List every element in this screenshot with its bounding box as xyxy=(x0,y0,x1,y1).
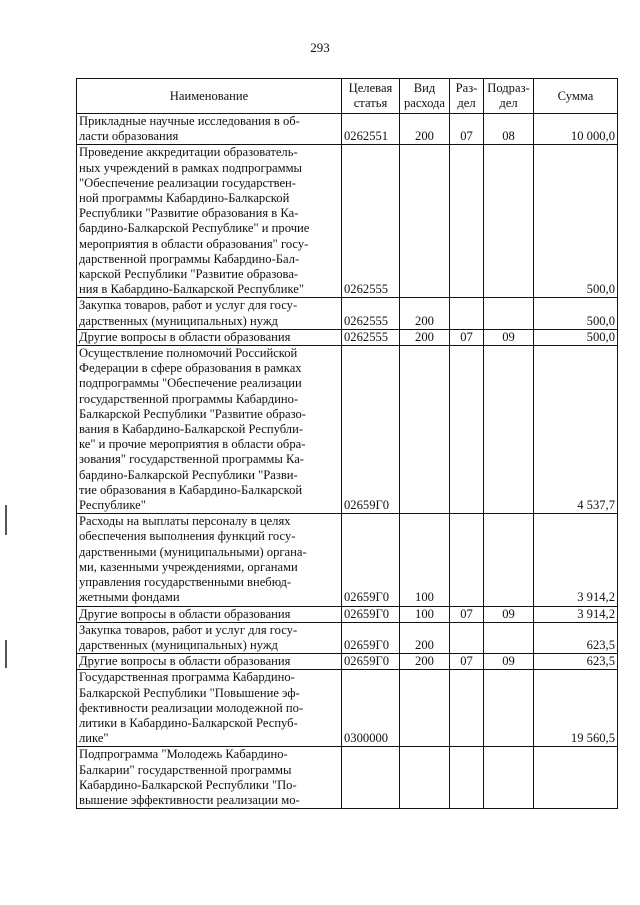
row-vid: 100 xyxy=(400,514,450,606)
row-name xyxy=(77,622,342,653)
row-podrazdel xyxy=(484,514,534,606)
row-vid: 200 xyxy=(400,298,450,329)
row-name-line: Закупка товаров, работ и услуг для госу- xyxy=(79,298,298,313)
table-row xyxy=(77,514,618,606)
row-name-line: Осуществление полномочий Российской xyxy=(79,346,298,361)
row-sum: 3 914,2 xyxy=(534,606,618,622)
row-sum: 4 537,7 xyxy=(534,346,618,514)
row-name-line: Другие вопросы в области образования xyxy=(79,654,291,669)
row-name-line: "Обеспечение реализации государствен- xyxy=(79,175,296,190)
row-podrazdel: 09 xyxy=(484,654,534,670)
row-razdel xyxy=(450,298,484,329)
row-sum: 500,0 xyxy=(534,145,618,298)
row-vid: 200 xyxy=(400,622,450,653)
row-name-line: зования" государственной программы Ка- xyxy=(79,452,304,467)
row-name-line: ласти образования xyxy=(79,129,179,144)
row-sum: 10 000,0 xyxy=(534,114,618,145)
row-vid xyxy=(400,747,450,809)
row-target: 02659Г0 xyxy=(342,606,400,622)
row-podrazdel xyxy=(484,670,534,747)
row-name-line: лике" xyxy=(79,731,109,746)
header-name: Наименование xyxy=(77,79,342,114)
row-name-line: ке" и прочие мероприятия в области обра- xyxy=(79,437,306,452)
row-sum: 500,0 xyxy=(534,329,618,345)
row-name xyxy=(77,145,342,298)
table-row xyxy=(77,747,618,809)
row-name-line: вания в Кабардино-Балкарской Республи- xyxy=(79,422,304,437)
row-name-line: управления государственными внебюд- xyxy=(79,575,292,590)
row-name-line: Кабардино-Балкарской Республики "По- xyxy=(79,777,297,792)
row-sum: 3 914,2 xyxy=(534,514,618,606)
row-target xyxy=(342,747,400,809)
page-number: 293 xyxy=(310,40,330,55)
row-sum: 500,0 xyxy=(534,298,618,329)
row-podrazdel xyxy=(484,145,534,298)
row-vid: 200 xyxy=(400,114,450,145)
table-row xyxy=(77,654,618,670)
row-sum: 623,5 xyxy=(534,622,618,653)
row-vid xyxy=(400,346,450,514)
row-name-line: ми, казенными учреждениями, органами xyxy=(79,559,298,574)
row-name xyxy=(77,298,342,329)
table-header-row xyxy=(77,79,618,114)
row-name-line: Закупка товаров, работ и услуг для госу- xyxy=(79,622,298,637)
row-name-line: ной программы Кабардино-Балкарской xyxy=(79,191,290,206)
row-name-line: литики в Кабардино-Балкарской Респуб- xyxy=(79,715,298,730)
row-name-line: Другие вопросы в области образования xyxy=(79,329,291,344)
row-target: 0262555 xyxy=(342,329,400,345)
row-target: 02659Г0 xyxy=(342,514,400,606)
row-name xyxy=(77,514,342,606)
row-name xyxy=(77,670,342,747)
scan-edge-mark xyxy=(5,640,7,668)
header-razdel: Раз- дел xyxy=(450,79,484,114)
row-name xyxy=(77,747,342,809)
row-target: 0262555 xyxy=(342,298,400,329)
row-name-line: дарственной программы Кабардино-Бал- xyxy=(79,251,300,266)
row-sum: 19 560,5 xyxy=(534,670,618,747)
table-row xyxy=(77,114,618,145)
table-row xyxy=(77,670,618,747)
row-razdel xyxy=(450,622,484,653)
row-name-line: Балкарии" государственной программы xyxy=(79,762,292,777)
row-name-line: мероприятия в области образования" госу- xyxy=(79,236,309,251)
row-name-line: подпрограммы "Обеспечение реализации xyxy=(79,376,302,391)
row-sum xyxy=(534,747,618,809)
row-razdel xyxy=(450,346,484,514)
row-podrazdel xyxy=(484,346,534,514)
row-vid xyxy=(400,145,450,298)
row-name xyxy=(77,606,342,622)
row-target: 02659Г0 xyxy=(342,346,400,514)
row-target: 02659Г0 xyxy=(342,622,400,653)
row-razdel: 07 xyxy=(450,329,484,345)
row-name-line: дарственными (муниципальными) органа- xyxy=(79,544,307,559)
header-podrazdel: Подраз- дел xyxy=(484,79,534,114)
row-podrazdel xyxy=(484,622,534,653)
row-razdel: 07 xyxy=(450,114,484,145)
header-sum: Сумма xyxy=(534,79,618,114)
row-name-line: бардино-Балкарской Республике" и прочие xyxy=(79,221,310,236)
table-row xyxy=(77,622,618,653)
row-name-line: Проведение аккредитации образователь- xyxy=(79,145,298,160)
row-target: 0262555 xyxy=(342,145,400,298)
row-name-line: Республике" xyxy=(79,498,146,513)
row-name-line: Подпрограмма "Молодежь Кабардино- xyxy=(79,747,288,762)
table-row xyxy=(77,606,618,622)
budget-table xyxy=(76,78,618,809)
row-name-line: фективности реализации молодежной по- xyxy=(79,700,304,715)
scan-edge-mark xyxy=(5,505,7,535)
row-razdel: 07 xyxy=(450,654,484,670)
row-name-line: Государственная программа Кабардино- xyxy=(79,670,295,685)
row-target: 0300000 xyxy=(342,670,400,747)
row-name-line: вышение эффективности реализации мо- xyxy=(79,792,300,807)
row-vid xyxy=(400,670,450,747)
header-vid: Вид расхода xyxy=(400,79,450,114)
row-name-line: жетными фондами xyxy=(79,590,180,605)
row-name-line: тие образования в Кабардино-Балкарской xyxy=(79,482,303,497)
row-name xyxy=(77,654,342,670)
row-razdel xyxy=(450,514,484,606)
row-name-line: бардино-Балкарской Республики "Разви- xyxy=(79,467,298,482)
row-name-line: ния в Кабардино-Балкарской Республике" xyxy=(79,282,304,297)
row-podrazdel: 09 xyxy=(484,606,534,622)
header-target: Целевая статья xyxy=(342,79,400,114)
row-name xyxy=(77,346,342,514)
row-name xyxy=(77,114,342,145)
row-target: 02659Г0 xyxy=(342,654,400,670)
row-name-line: карской Республики "Развитие образова- xyxy=(79,267,299,282)
row-name-line: Балкарской Республики "Развитие образо- xyxy=(79,406,306,421)
row-razdel xyxy=(450,145,484,298)
row-podrazdel xyxy=(484,747,534,809)
row-sum: 623,5 xyxy=(534,654,618,670)
row-name xyxy=(77,329,342,345)
table-row xyxy=(77,145,618,298)
row-name-line: Федерации в сфере образования в рамках xyxy=(79,361,302,376)
row-vid: 100 xyxy=(400,606,450,622)
row-podrazdel xyxy=(484,298,534,329)
row-razdel: 07 xyxy=(450,606,484,622)
row-podrazdel: 08 xyxy=(484,114,534,145)
table-row xyxy=(77,298,618,329)
row-name-line: Балкарской Республики "Повышение эф- xyxy=(79,685,300,700)
row-name-line: Другие вопросы в области образования xyxy=(79,606,291,621)
table-row xyxy=(77,346,618,514)
row-name-line: Прикладные научные исследования в об- xyxy=(79,114,300,128)
row-razdel xyxy=(450,670,484,747)
row-name-line: Расходы на выплаты персоналу в целях xyxy=(79,514,291,529)
row-target: 0262551 xyxy=(342,114,400,145)
row-name-line: дарственных (муниципальных) нужд xyxy=(79,637,278,652)
row-name-line: государственной программы Кабардино- xyxy=(79,391,299,406)
row-name-line: ных учреждений в рамках подпрограммы xyxy=(79,160,303,175)
row-vid: 200 xyxy=(400,654,450,670)
row-razdel xyxy=(450,747,484,809)
row-vid: 200 xyxy=(400,329,450,345)
row-name-line: обеспечения выполнения функций госу- xyxy=(79,529,296,544)
row-name-line: Республики "Развитие образования в Ка- xyxy=(79,206,299,221)
row-name-line: дарственных (муниципальных) нужд xyxy=(79,313,278,328)
table-row xyxy=(77,329,618,345)
row-podrazdel: 09 xyxy=(484,329,534,345)
